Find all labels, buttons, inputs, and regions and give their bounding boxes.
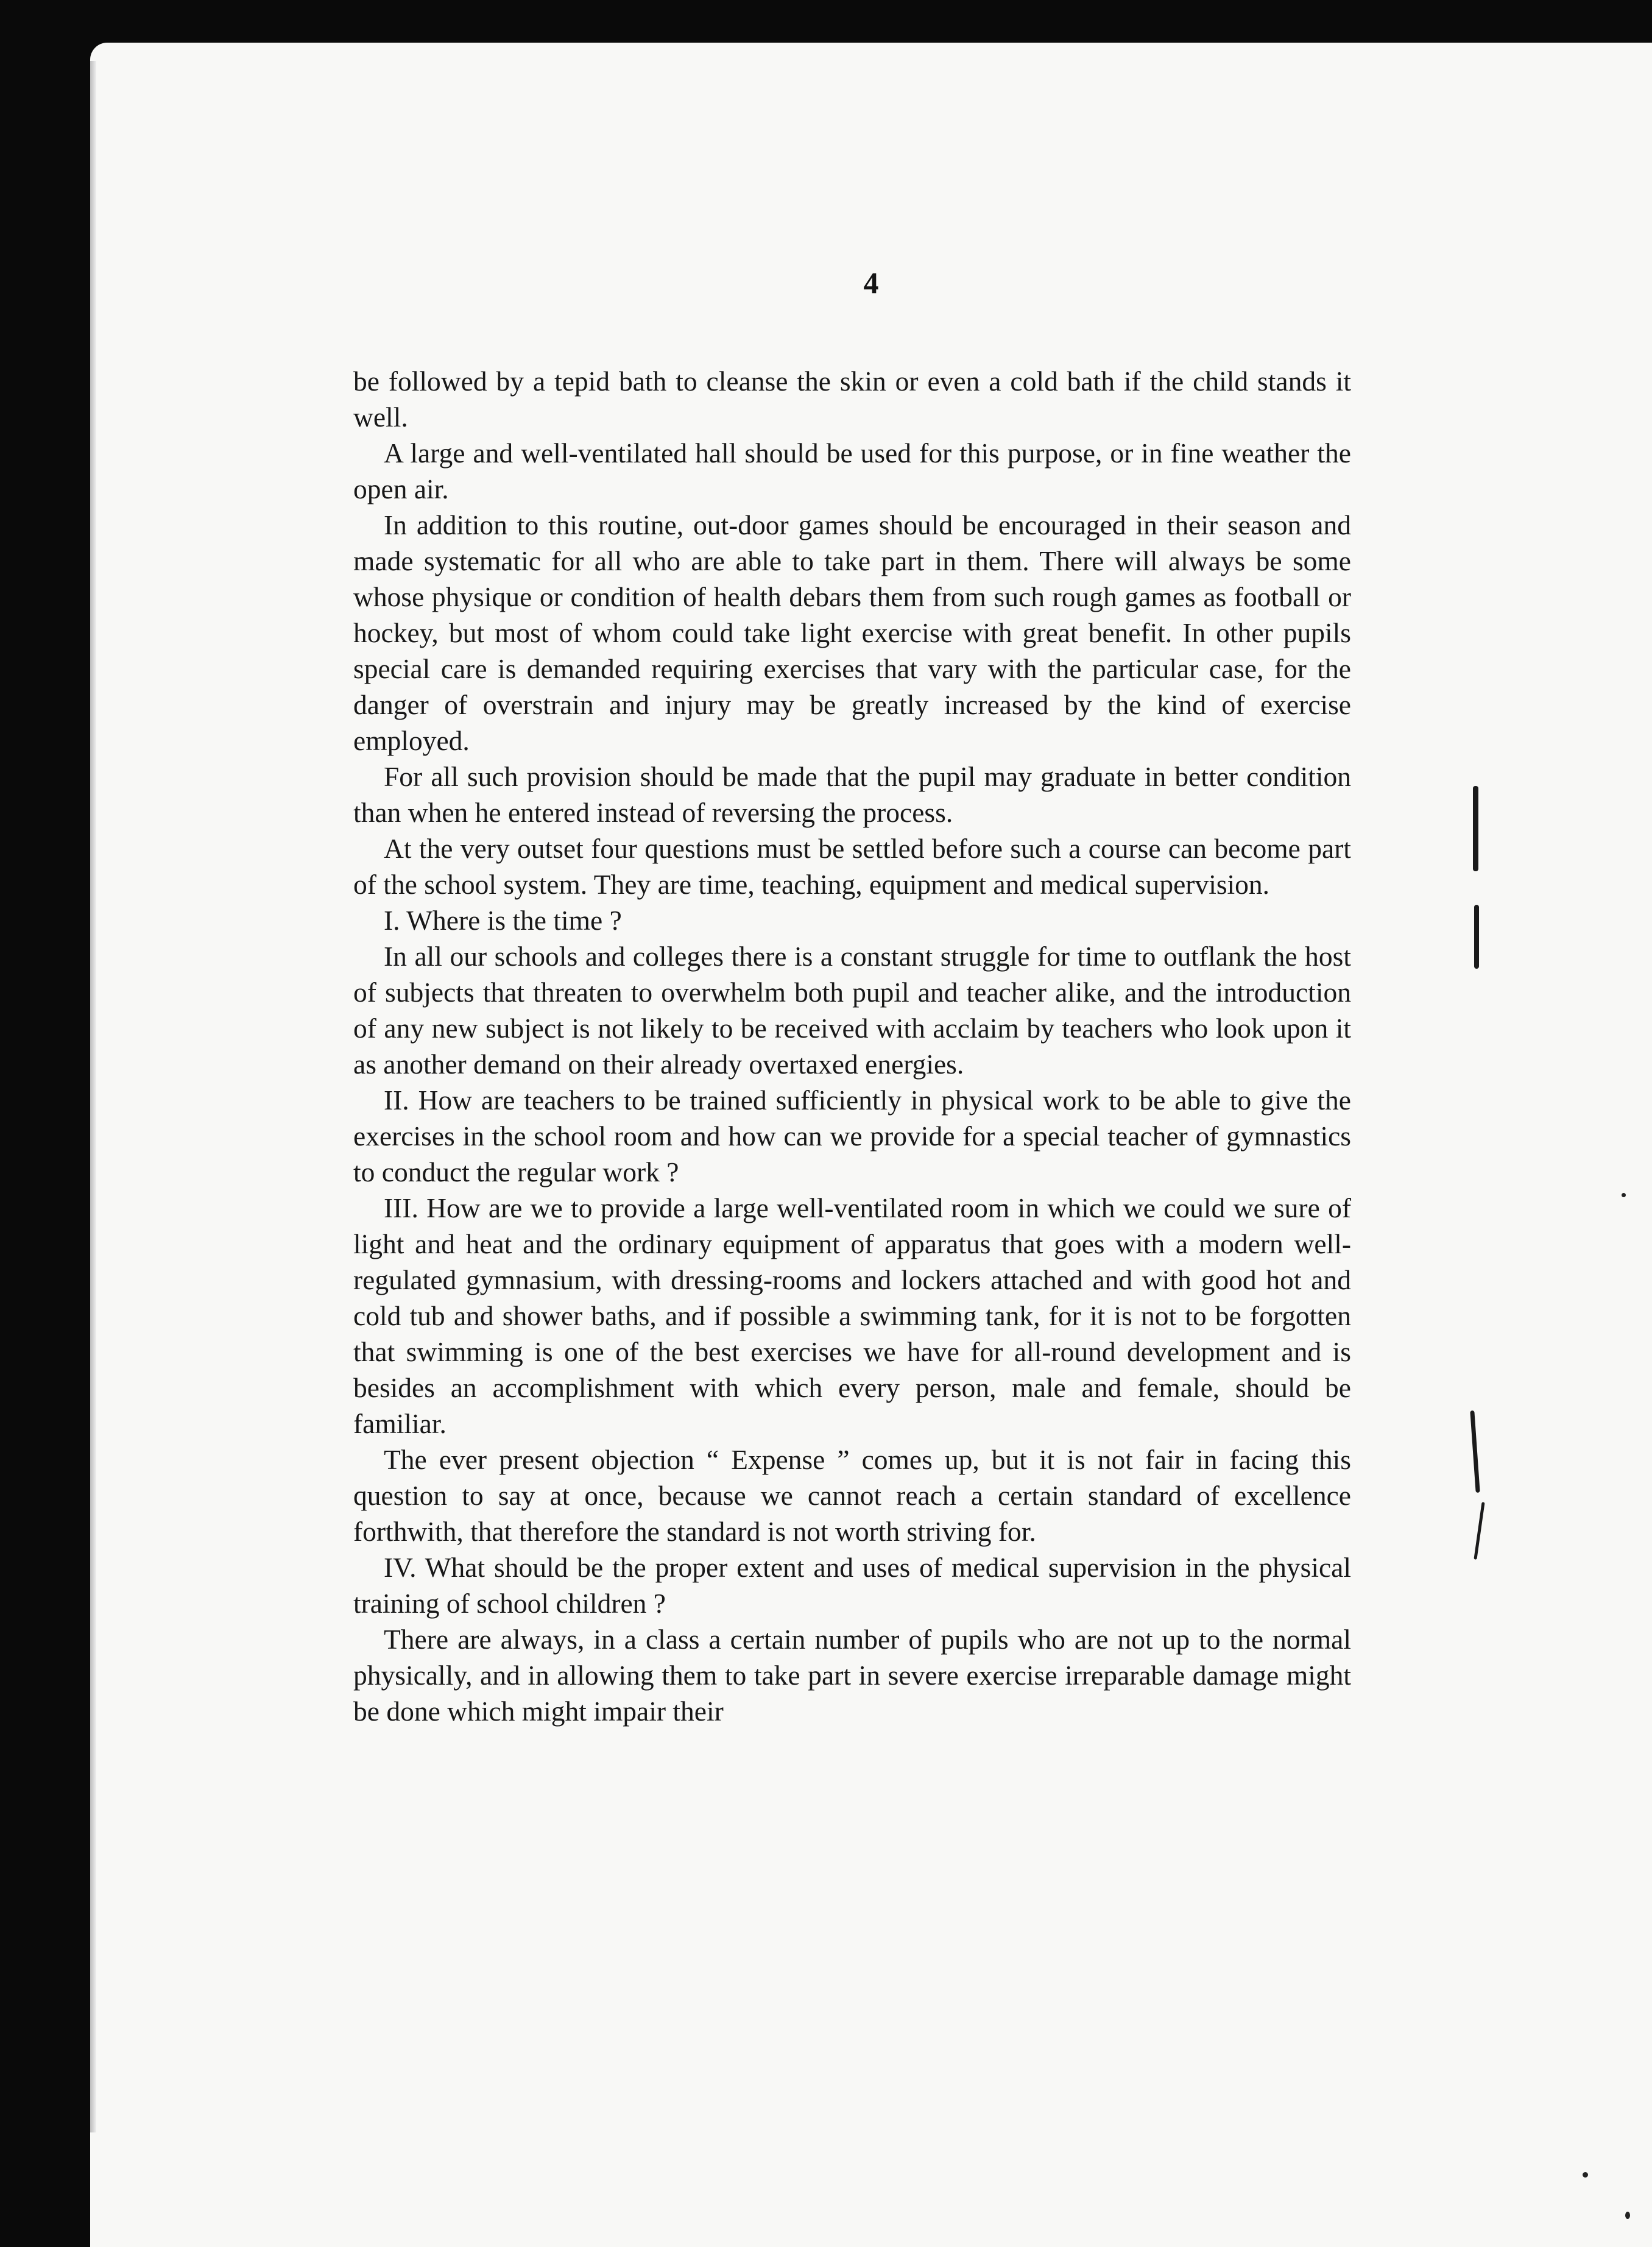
body-text <box>353 363 1351 1729</box>
margin-mark <box>1473 786 1478 871</box>
paragraph: In addition to this routine, out-door games should be encouraged in their season and made systematic for all who are able to take part in them. There will always be some whose physique or condition of health debars them from such rough games as football or hockey, but most of whom could take light exercise with great benefit. In other pupils special care is demanded requiring exercises that vary with the particular case, for the danger of overstrain and injury may be greatly increased by the kind of exercise employed. <box>353 509 1351 756</box>
margin-mark <box>1474 905 1479 969</box>
margin-mark <box>1474 1502 1484 1560</box>
page-sheet <box>90 43 1652 2247</box>
paragraph: There are always, in a class a certain number of pupils who are not up to the normal physically, and in allowing them to take part in severe exercise irreparable damage might be done which might impair their <box>353 1624 1351 1727</box>
question-heading-1: I. Where is the time ? <box>384 905 622 936</box>
paragraph: In all our schools and colleges there is a constant struggle for time to outflank the host of subjects that threaten to overwhelm both pupil and teacher alike, and the introduction of any new subject is not likely to be received with acclaim by teachers who look upon it as another demand on their already overtaxed energies. <box>353 941 1351 1080</box>
paragraph: For all such provision should be made that the pupil may graduate in better condition than when he entered instead of reversing the process. <box>353 761 1351 828</box>
page-number: 4 <box>863 266 879 300</box>
scan-speck <box>1625 2212 1630 2219</box>
paragraph: At the very outset four questions must be settled before such a course can become part of the school system. They are time, teaching, equipment and medical supervision. <box>353 833 1351 900</box>
question-heading-4: IV. What should be the proper extent and uses of medical supervision in the physical training of school children ? <box>353 1552 1351 1619</box>
question-heading-2: II. How are teachers to be trained sufficiently in physical work to be able to give the exercises in the school room and how can we provide for a special teacher of gymnastics to conduct the regular work ? <box>353 1085 1351 1187</box>
scan-speck <box>1583 2172 1588 2178</box>
paragraph: A large and well-ventilated hall should be used for this purpose, or in fine weather the open air. <box>353 437 1351 504</box>
margin-mark <box>1470 1410 1480 1493</box>
question-heading-3: III. How are we to provide a large well-ventilated room in which we could we sure of light and heat and the ordinary equipment of apparatus that goes with a modern well-regulated gymnasium, with dressing-rooms and lockers attached and with good hot and cold tub and shower baths, and if possible a swimming tank, for it is not to be forgotten that swimming is one of the best exercises we have for all-round development and is besides an accomplishment with which every person, male and female, should be familiar. <box>353 1192 1351 1439</box>
page-edge-shadow <box>90 61 96 2132</box>
paragraph-continued: be followed by a tepid bath to cleanse the skin or even a cold bath if the child stands it well. <box>353 366 1351 433</box>
paragraph: The ever present objection “ Expense ” comes up, but it is not fair in facing this question to say at once, because we cannot reach a certain standard of excellence forthwith, that therefore the standard is not worth striving for. <box>353 1444 1351 1547</box>
scan-speck <box>1622 1193 1626 1197</box>
